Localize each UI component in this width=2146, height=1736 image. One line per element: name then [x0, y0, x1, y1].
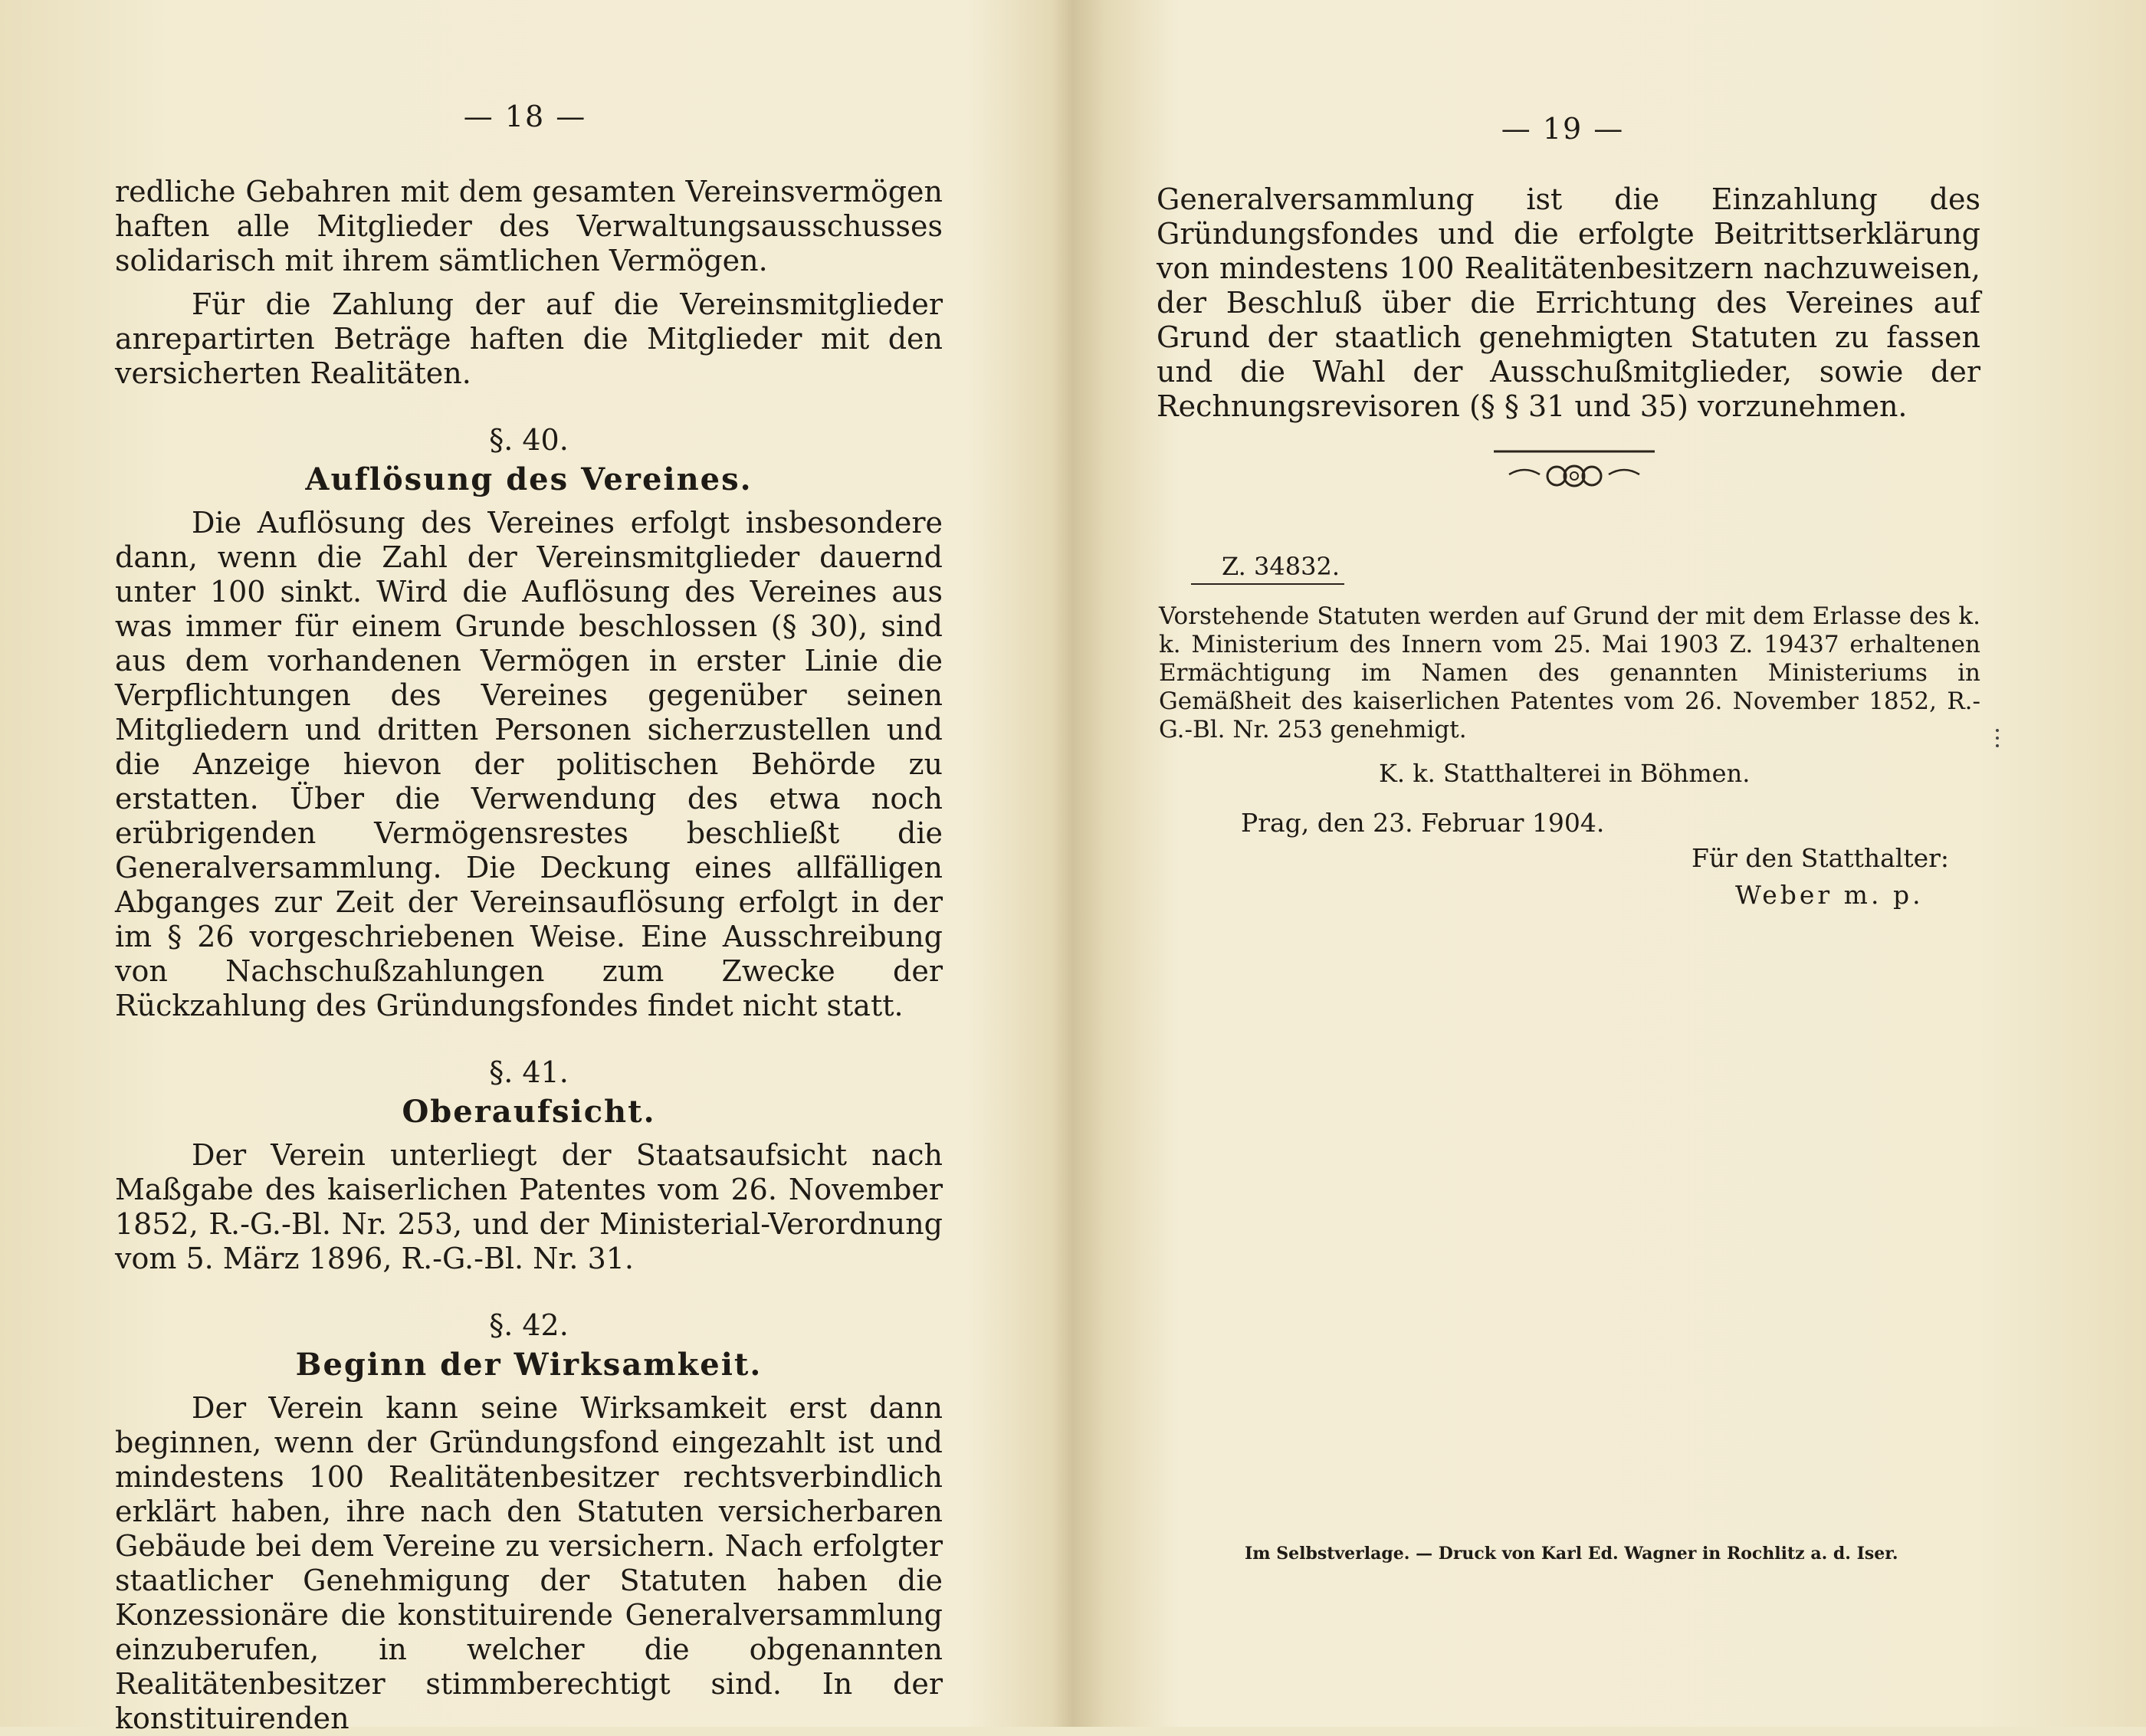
place-date: Prag, den 23. Februar 1904.	[1241, 808, 1605, 838]
left-page-body	[115, 175, 943, 1736]
section-41-text: Der Verein unterliegt der Staatsaufsicht nach Maßgabe des kaiserlichen Patentes vom 26. November 1852, R.-G.-Bl. Nr. 253, und der Ministerial-Verordnung vom 5. März 1896, R.-G.-Bl. Nr. 31.	[115, 1138, 943, 1275]
section-41-title: Oberaufsicht.	[402, 1094, 656, 1130]
section-40-title: Auflösung des Vereines.	[305, 461, 753, 497]
issuing-authority: K. k. Statthalterei in Böhmen.	[1379, 759, 1751, 788]
section-42-title: Beginn der Wirksamkeit.	[295, 1347, 763, 1383]
section-42-number: §. 42.	[489, 1308, 569, 1342]
ornament-flourish-icon	[1494, 448, 1655, 494]
section-40-text: Die Auflösung des Vereines erfolgt insbesondere dann, wenn die Zahl der Vereinsmitglieder dauernd unter 100 sinkt. Wird die Auflösung des Vereines aus was immer für einem Grunde beschlossen (§ 30), sind aus dem vorhandenen Vermögen in erster Linie die Verpflichtungen des Vereines gegenüber seinen Mitgliedern und dritten Personen sicherzustellen und die Anzeige hievon der politischen Behörde zu erstatten. Über die Verwendung des etwa noch erübrigenden Vermögensrestes beschließt die Generalversammlung. Die Deckung eines allfälligen Abganges zur Zeit der Vereinsauflösung erfolgt in der im § 26 vorgeschriebenen Weise. Eine Ausschreibung von Nachschußzahlungen zum Zwecke der Rückzahlung des Gründungsfondes findet nicht statt.	[115, 506, 943, 1022]
right-page-body	[1157, 182, 1980, 424]
right-page	[1061, 0, 2146, 1727]
continuation-paragraph: Generalversammlung ist die Einzahlung des Gründungsfondes und die erfolgte Beitrittserklärung von mindestens 100 Realitätenbesitzern nachzuweisen, der Beschluß über die Errichtung des Vereines auf Grund der staatlich genehmigten Statuten zu fassen und die Wahl der Ausschußmitglieder, sowie der Rechnungsrevisoren (§ § 31 und 35) vorzunehmen.	[1157, 182, 1980, 423]
left-page	[0, 0, 1061, 1735]
intro-paragraph-1: redliche Gebahren mit dem gesamten Vereinsvermögen haften alle Mitglieder des Verwaltungsausschusses solidarisch mit ihrem sämtlichen Vermögen.	[115, 175, 943, 277]
section-41-number: §. 41.	[489, 1055, 569, 1089]
reference-underline	[1191, 583, 1344, 585]
signature-name: Weber m. p.	[1735, 880, 1924, 910]
page-number-19: — 19 —	[1501, 112, 1625, 146]
section-42-text: Der Verein kann seine Wirksamkeit erst dann beginnen, wenn der Gründungsfond eingezahlt ist und mindestens 100 Realitätenbesitzer rechtsverbindlich erklärt haben, ihre nach den Statuten versicherbaren Gebäude bei dem Vereine zu versichern. Nach erfolgter staatlicher Genehmigung der Statuten haben die Konzessionäre die konstituirende Generalversammlung einzuberufen, in welcher die obgenannten Realitätenbesitzer stimmberechtigt sind. In der konstituirenden	[115, 1391, 943, 1735]
signature-line: Für den Statthalter:	[1692, 843, 1950, 873]
printer-imprint: Im Selbstverlage. — Druck von Karl Ed. Wagner in Rochlitz a. d. Iser.	[1245, 1544, 1898, 1564]
page-number-18: — 18 —	[463, 100, 587, 133]
reference-number: Z. 34832.	[1222, 552, 1340, 581]
margin-marks	[1996, 724, 2011, 770]
intro-paragraph-2: Für die Zahlung der auf die Vereinsmitglieder anrepartirten Beträge haften die Mitglieder mit den versicherten Realitäten.	[115, 287, 943, 390]
section-40-number: §. 40.	[489, 423, 569, 457]
approval-text: Vorstehende Statuten werden auf Grund der mit dem Erlasse des k. k. Ministerium des Innern vom 25. Mai 1903 Z. 19437 erhaltenen Ermächtigung im Namen des genannten Ministeriums in Gemäßheit des kaiserlichen Patentes vom 26. November 1852, R.-G.-Bl. Nr. 253 genehmigt.	[1159, 602, 1980, 743]
